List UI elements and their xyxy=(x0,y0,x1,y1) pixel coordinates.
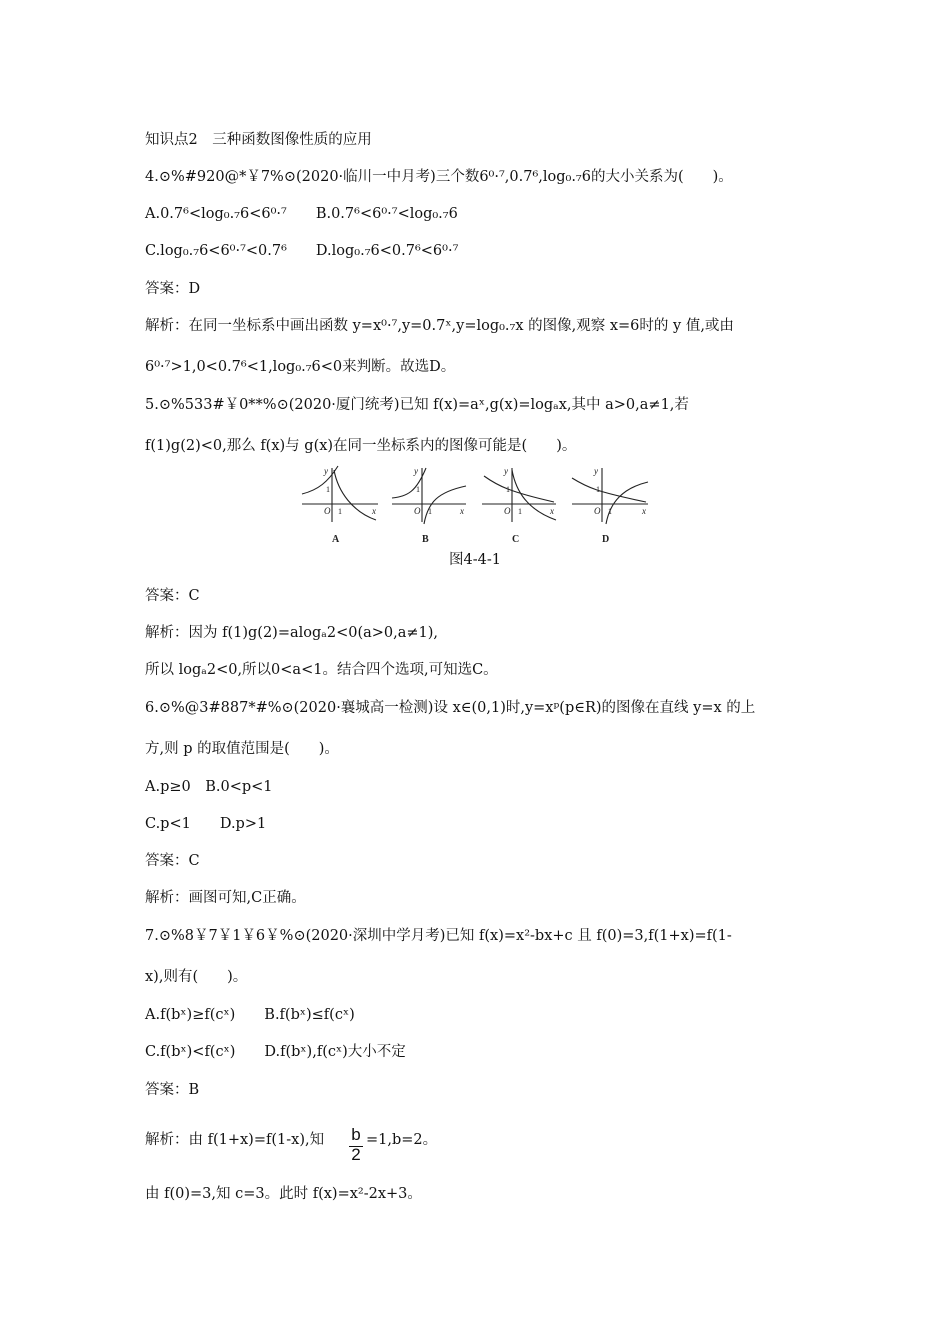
tick-one-y-c: 1 xyxy=(506,485,510,494)
q5-answer: 答案：C xyxy=(145,588,200,604)
q5-stem-line-2: f(1)g(2)<0,那么 f(x)与 g(x)在同一坐标系内的图像可能是( )。 xyxy=(145,438,577,454)
q7-options-ab: A.f(bˣ)≥f(cˣ) B.f(bˣ)≤f(cˣ) xyxy=(145,1007,355,1023)
tick-one-y-a: 1 xyxy=(326,485,330,494)
origin-label-c: O xyxy=(504,506,511,516)
tick-one-y-d: 1 xyxy=(596,485,600,494)
origin-label-b: O xyxy=(414,506,421,516)
origin-label-d: O xyxy=(594,506,601,516)
q5-analysis-line-2: 所以 logₐ2<0,所以0<a<1。结合四个选项,可知选C。 xyxy=(145,662,498,678)
q5-stem-line-1: 5.⊙%533#￥0**%⊙(2020·厦门统考)已知 f(x)=aˣ,g(x)=logₐx,其中 a>0,a≠1,若 xyxy=(145,397,689,413)
q7-analysis-line-2: 由 f(0)=3,知 c=3。此时 f(x)=x²-2x+3。 xyxy=(145,1186,422,1202)
q6-answer: 答案：C xyxy=(145,853,200,869)
q6-stem-line-1: 6.⊙%@3#887*#%⊙(2020·襄城高一检测)设 x∈(0,1)时,y=xᵖ(p∈R)的图像在直线 y=x 的上 xyxy=(145,700,756,716)
q7-answer: 答案：B xyxy=(145,1082,200,1098)
q4-stem: 4.⊙%#920@*￥7%⊙(2020·临川一中月考)三个数6⁰·⁷,0.7⁶,log₀.₇6的大小关系为( )。 xyxy=(145,169,733,185)
q6-options-ab: A.p≥0 B.0<p<1 xyxy=(145,779,273,795)
figure-caption: 图4-4-1 xyxy=(449,552,501,568)
panel-label-c: C xyxy=(512,534,520,545)
panel-label-d: D xyxy=(602,534,610,545)
origin-label-a: O xyxy=(324,506,331,516)
panel-label-b: B xyxy=(422,534,429,545)
tick-one-x-c: 1 xyxy=(518,507,522,516)
axis-label-x-d: x xyxy=(642,506,646,516)
tick-one-y-b: 1 xyxy=(416,485,420,494)
axis-label-x-a: x xyxy=(372,506,376,516)
section-title: 知识点2 三种函数图像性质的应用 xyxy=(145,132,372,148)
q7-analysis-line-1-end: =1,b=2。 xyxy=(366,1132,438,1148)
q6-analysis: 解析：画图可知,C正确。 xyxy=(145,890,306,906)
axis-label-y-b: y xyxy=(414,466,418,476)
fraction-numerator: b xyxy=(351,1125,361,1144)
fraction-b-over-2 xyxy=(349,1125,363,1164)
axis-label-y-a: y xyxy=(324,466,328,476)
axis-label-x-c: x xyxy=(550,506,554,516)
panel-label-a: A xyxy=(332,534,340,545)
tick-one-x-d: 1 xyxy=(608,507,612,516)
q4-analysis-line-1: 解析：在同一坐标系中画出函数 y=x⁰·⁷,y=0.7ˣ,y=log₀.₇x 的图像,观察 x=6时的 y 值,或由 xyxy=(145,318,734,334)
q4-options-cd: C.log₀.₇6<6⁰·⁷<0.7⁶ D.log₀.₇6<0.7⁶<6⁰·⁷ xyxy=(145,243,459,259)
q5-analysis-line-1: 解析：因为 f(1)g(2)=alogₐ2<0(a>0,a≠1), xyxy=(145,625,439,641)
q7-analysis-line-1-start: 解析：由 f(1+x)=f(1-x),知 xyxy=(145,1132,325,1148)
q6-options-cd: C.p<1 D.p>1 xyxy=(145,816,267,832)
q4-options-ab: A.0.7⁶<log₀.₇6<6⁰·⁷ B.0.7⁶<6⁰·⁷<log₀.₇6 xyxy=(145,206,458,222)
function-graphs-svg xyxy=(298,462,658,548)
axis-label-y-d: y xyxy=(594,466,598,476)
q7-options-cd: C.f(bˣ)<f(cˣ) D.f(bˣ),f(cˣ)大小不定 xyxy=(145,1044,406,1060)
q7-stem-line-2: x),则有( )。 xyxy=(145,969,248,985)
axis-label-y-c: y xyxy=(504,466,508,476)
tick-one-x-a: 1 xyxy=(338,507,342,516)
q6-stem-line-2: 方,则 p 的取值范围是( )。 xyxy=(145,741,339,757)
fraction-denominator: 2 xyxy=(351,1145,361,1164)
axis-label-x-b: x xyxy=(460,506,464,516)
q4-answer: 答案：D xyxy=(145,281,201,297)
tick-one-x-b: 1 xyxy=(428,507,432,516)
function-graphs-figure xyxy=(298,462,658,548)
q4-analysis-line-2: 6⁰·⁷>1,0<0.7⁶<1,log₀.₇6<0来判断。故选D。 xyxy=(145,359,456,375)
q7-stem-line-1: 7.⊙%8￥7￥1￥6￥%⊙(2020·深圳中学月考)已知 f(x)=x²-bx+c 且 f(0)=3,f(1+x)=f(1- xyxy=(145,928,732,944)
